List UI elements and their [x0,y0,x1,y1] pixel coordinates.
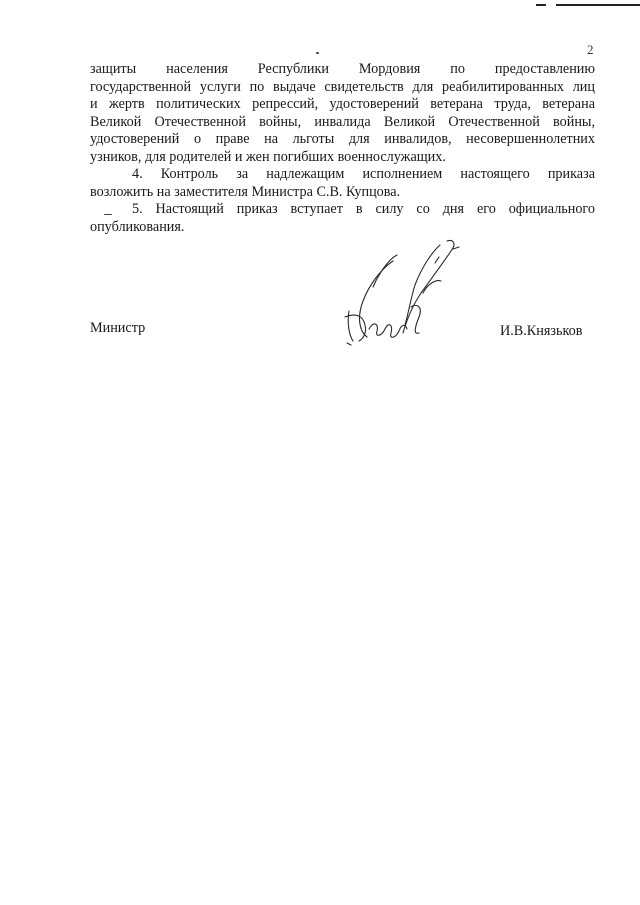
paragraph-line-5: удостоверений о праве на льготы для инвалидов, несовершеннолетних [90,131,595,147]
paragraph-line-6: узников, для родителей и жен погибших военнослужащих. [90,148,446,165]
signer-title: Министр [90,320,146,336]
scan-artifact-mark [536,4,546,6]
paragraph-line-2: государственной услуги по выдаче свидетельств для реабилитированных лиц [90,78,595,95]
handwritten-signature [335,233,475,353]
page-number: 2 [587,42,594,57]
clause-5-line-1: 5. Настоящий приказ вступает в силу со дня его официального [132,201,595,217]
signature-block [0,225,640,355]
clause-5-line-2: опубликования. [90,218,185,235]
paragraph-line-3: и жертв политических репрессий, удостоверений ветерана труда, ветерана [90,96,595,112]
signer-name: И.В.Князьков [500,323,583,339]
paragraph-line-1: защиты населения Республики Мордовия по предоставлению [90,61,595,77]
document-body [90,61,595,236]
paragraph-line-4: Великой Отечественной войны, инвалида Великой Отечественной войны, [90,113,595,130]
scan-artifact-line [556,4,640,6]
clause-4-line-2: возложить на заместителя Министра С.В. Купцова. [90,183,401,200]
clause-4-line-1: 4. Контроль за надлежащим исполнением настоящего приказа [132,166,595,182]
scan-speck [316,52,319,54]
